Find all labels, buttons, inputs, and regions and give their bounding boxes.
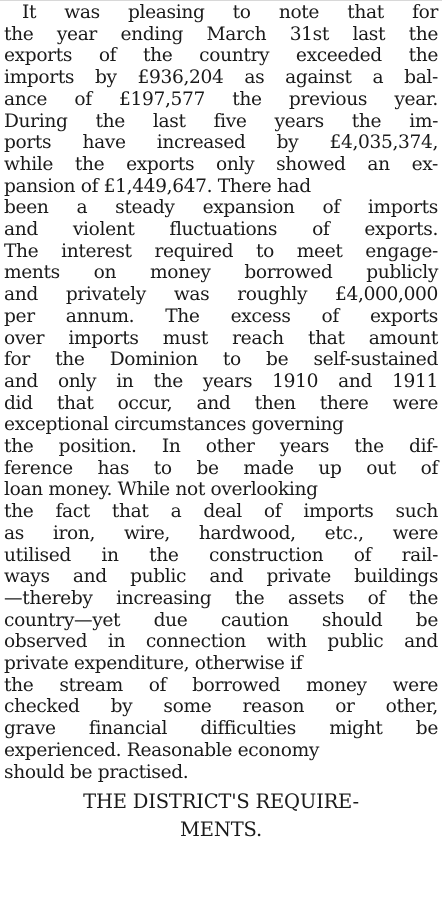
paragraph-line: been a steady expansion of imports xyxy=(4,197,438,219)
article-column xyxy=(4,0,438,900)
paragraph-line: the stream of borrowed money were xyxy=(4,674,439,696)
paragraph-line: private expenditure, otherwise if xyxy=(4,653,303,674)
paragraph-line: pansion of £1,449,647. There had xyxy=(4,175,311,197)
paragraph-line: per annum. The excess of exports xyxy=(4,305,438,327)
paragraph-line: the fact that a deal of imports such xyxy=(4,501,439,523)
paragraph-line: and violent fluctuations of exports. xyxy=(4,219,439,240)
paragraph-line: It was pleasing to note that for xyxy=(22,2,438,23)
section-heading-line-1: THE DISTRICT'S REQUIRE- xyxy=(83,790,359,813)
section-heading-line-2: MENTS. xyxy=(180,818,262,841)
paragraph-line: should be practised. xyxy=(4,761,189,783)
paragraph-line: ports have increased by £4,035,374, xyxy=(4,132,439,154)
paragraph-line: The interest required to meet engage- xyxy=(4,240,438,262)
paragraph-line: ference has to be made up out of xyxy=(4,457,438,479)
paragraph-line: as iron, wire, hardwood, etc., were xyxy=(4,522,438,544)
paragraph-line: experienced. Reasonable economy xyxy=(4,739,320,761)
paragraph-line: ance of £197,577 the previous year. xyxy=(4,88,438,110)
paragraph-line: and only in the years 1910 and 1911 xyxy=(4,370,438,392)
paragraph-line: —thereby increasing the assets of the xyxy=(4,587,438,609)
paragraph-line: loan money. While not overlooking xyxy=(4,479,318,501)
paragraph-line: ments on money borrowed publicly xyxy=(4,262,438,284)
paragraph-line: for the Dominion to be self-sustained xyxy=(4,349,439,371)
paragraph-line: over imports must reach that amount xyxy=(4,327,438,349)
paragraph-line: did that occur, and then there were xyxy=(4,392,438,414)
paragraph-line: observed in connection with public and xyxy=(4,631,438,653)
paragraph-line: and privately was roughly £4,000,000 xyxy=(4,284,439,306)
paragraph-line: while the exports only showed an ex- xyxy=(4,153,438,175)
paragraph-line: ways and public and private buildings xyxy=(4,566,439,588)
paragraph-line: exceptional circumstances governing xyxy=(4,414,344,436)
paragraph-line: checked by some reason or other, xyxy=(4,696,438,718)
paragraph-line: country—yet due caution should be xyxy=(4,609,438,631)
paragraph-line: the year ending March 31st last the xyxy=(4,23,439,45)
paragraph-line: During the last five years the im- xyxy=(4,110,439,132)
paragraph-line: utilised in the construction of rail- xyxy=(4,544,438,566)
paragraph-line: the position. In other years the dif- xyxy=(4,436,438,457)
paragraph-line: imports by £936,204 as against a bal- xyxy=(4,67,438,89)
paragraph-line: grave financial difficulties might be xyxy=(4,718,438,740)
paragraph-line: exports of the country exceeded the xyxy=(4,45,439,67)
